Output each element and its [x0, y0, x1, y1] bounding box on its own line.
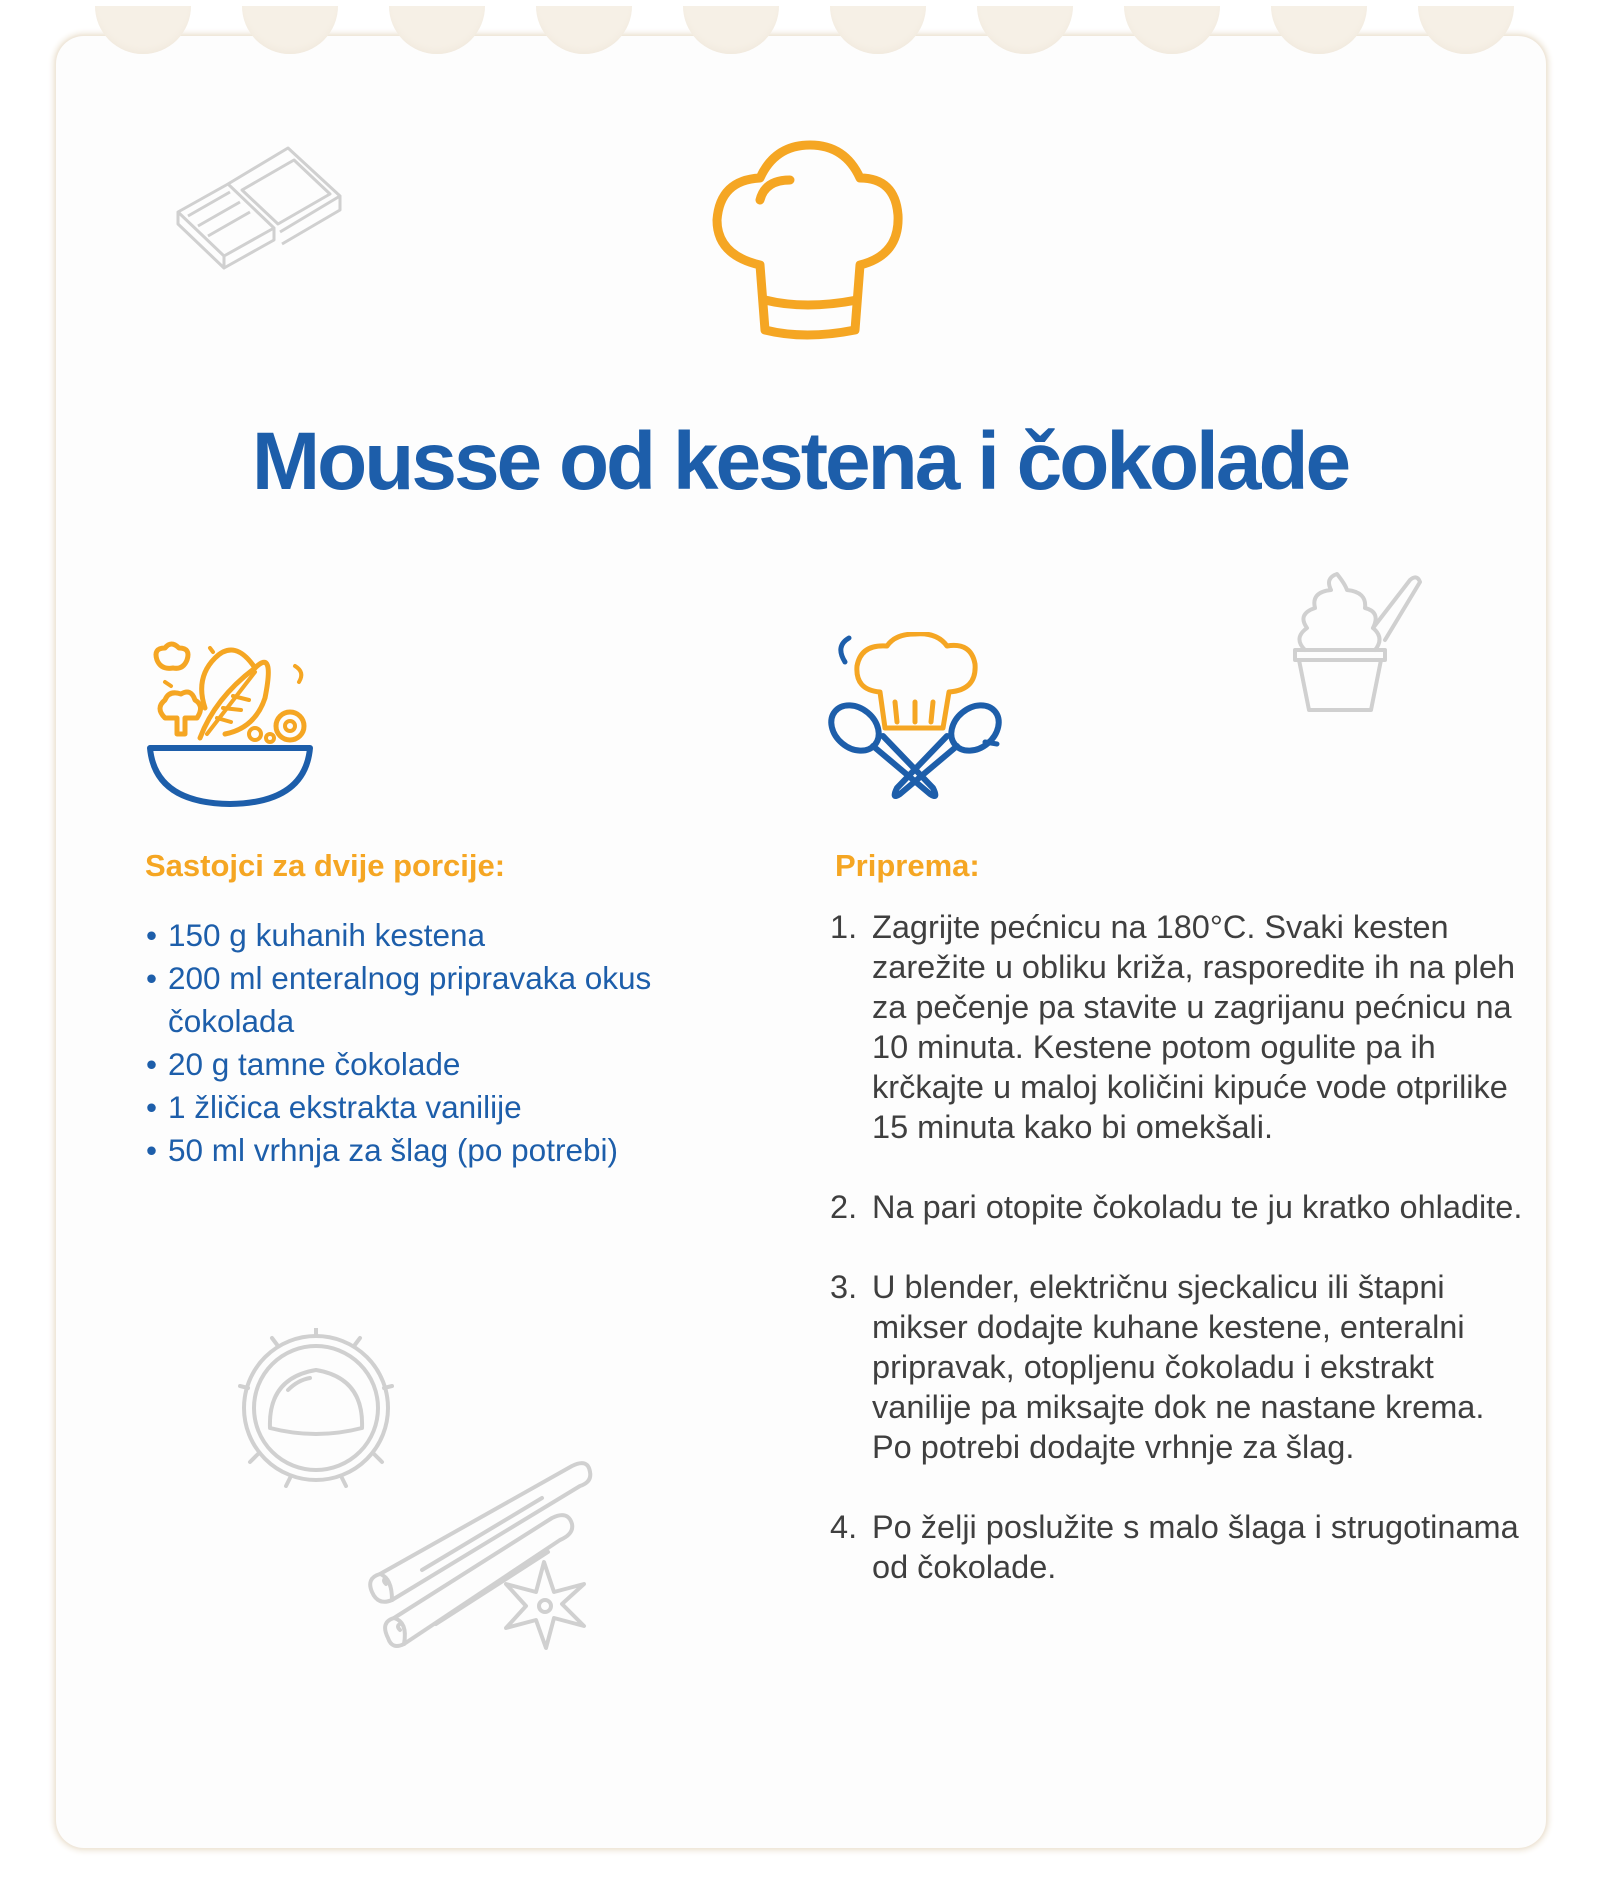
ingredient-item: • 200 ml enteralnog pripravaka okus čokolada: [146, 957, 706, 1043]
step-number: 1.: [830, 909, 858, 945]
ingredient-item: • 50 ml vrhnja za šlag (po potrebi): [146, 1129, 706, 1172]
chef-hat-icon: [705, 140, 905, 345]
step-text: U blender, električnu sjeckalicu ili štapni mikser dodajte kuhane kestene, enteralni pripravak, otopljenu čokoladu i ekstrakt vanilije pa miksajte dok ne nastane krema. Po potrebi dodajte vrhnje za šlag.: [872, 1269, 1485, 1465]
step-item: [830, 1187, 1530, 1227]
chocolate-bar-icon: [170, 140, 360, 280]
cinnamon-star-anise-icon: [362, 1452, 602, 1662]
recipe-title: Mousse od kestena i čokolade: [251, 416, 1349, 507]
chef-hat-spoons-icon: [825, 632, 1005, 812]
salad-bowl-icon: [145, 638, 320, 808]
step-item: [830, 1267, 1530, 1467]
step-text: Zagrijte pećnicu na 180°C. Svaki kesten zarežite u obliku križa, rasporedite ih na pleh za pečenje pa stavite u zagrijanu pećnicu na 10 minuta. Kestene potom ogulite pa ih krčkajte u maloj količini kipuće vode otprilike 15 minuta kako bi omekšali.: [872, 909, 1516, 1145]
ingredient-item: • 20 g tamne čokolade: [146, 1043, 706, 1086]
ingredients-list: [146, 914, 706, 1172]
ingredients-heading: Sastojci za dvije porcije:: [145, 848, 506, 883]
step-number: 3.: [830, 1269, 858, 1305]
step-item: [830, 1507, 1530, 1587]
ingredient-item: • 1 žličica ekstrakta vanilije: [146, 1086, 706, 1129]
step-number: 2.: [830, 1189, 858, 1225]
step-item: [830, 907, 1530, 1147]
step-text: Na pari otopite čokoladu te ju kratko ohladite.: [872, 1189, 1523, 1225]
step-text: Po želji poslužite s malo šlaga i strugotinama od čokolade.: [872, 1509, 1519, 1585]
ingredient-item: • 150 g kuhanih kestena: [146, 914, 706, 957]
preparation-steps: [830, 907, 1530, 1627]
preparation-heading: Priprema:: [835, 848, 980, 883]
ice-cream-cup-icon: [1285, 570, 1435, 720]
step-number: 4.: [830, 1509, 858, 1545]
